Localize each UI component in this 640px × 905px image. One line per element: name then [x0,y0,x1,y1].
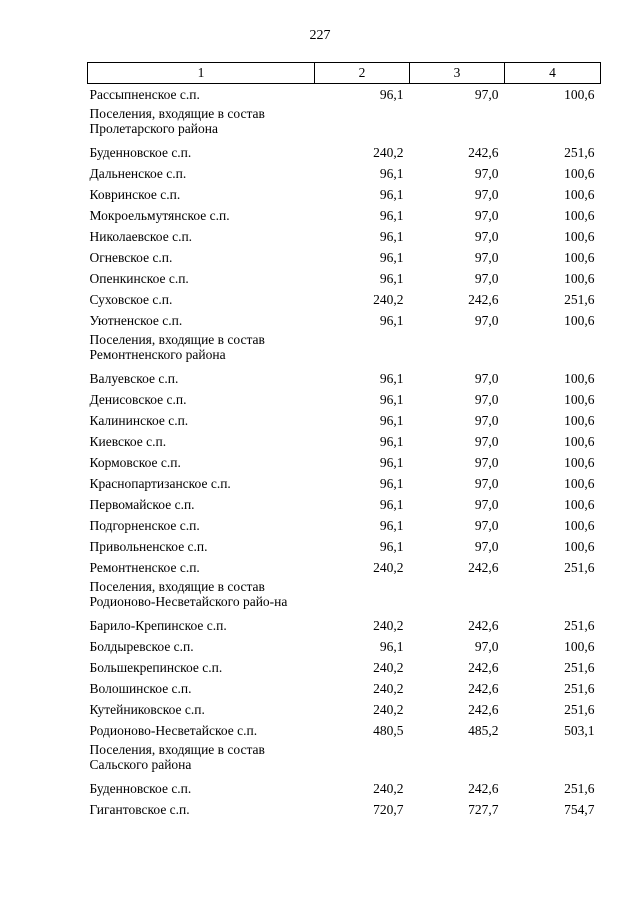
settlement-name: Валуевское с.п. [89,371,179,386]
section-heading: Поселения, входящие в состав Пролетарского района [89,106,265,136]
settlement-name: Подгорненское с.п. [89,518,200,533]
table-row [88,268,601,289]
value-col-4: 100,6 [564,434,595,449]
empty-cell [315,741,410,778]
value-col-4: 100,6 [564,392,595,407]
settlement-name: Кормовское с.п. [89,455,181,470]
settlement-name: Мокроельмутянское с.п. [89,208,230,223]
table-row [88,389,601,410]
value-col-3: 97,0 [474,413,499,428]
table-row [88,226,601,247]
value-col-3: 242,6 [468,145,499,160]
value-col-3: 97,0 [474,208,499,223]
settlement-name: Ковринское с.п. [89,187,181,202]
value-col-2: 96,1 [379,250,404,265]
value-col-2: 96,1 [379,271,404,286]
section-heading: Поселения, входящие в состав Ремонтненского района [89,332,265,362]
value-col-2: 96,1 [379,434,404,449]
settlement-name: Уютненское с.п. [89,313,183,328]
settlement-name: Огневское с.п. [89,250,173,265]
value-col-2: 240,2 [373,618,404,633]
table-row [88,515,601,536]
value-col-4: 100,6 [564,476,595,491]
value-col-4: 100,6 [564,208,595,223]
value-col-4: 100,6 [564,413,595,428]
value-col-4: 100,6 [564,371,595,386]
settlement-name: Родионово-Несветайское с.п. [89,723,258,738]
header-col-2: 2 [315,63,410,84]
table-row [88,289,601,310]
value-col-2: 96,1 [379,166,404,181]
settlement-name: Суховское с.п. [89,292,173,307]
value-col-3: 97,0 [474,455,499,470]
value-col-2: 240,2 [373,660,404,675]
section-heading-row [88,741,601,778]
empty-cell [315,331,410,368]
settlements-table [87,62,601,820]
section-heading-row [88,105,601,142]
value-col-2: 240,2 [373,681,404,696]
value-col-3: 242,6 [468,660,499,675]
value-col-4: 100,6 [564,187,595,202]
settlement-name: Волошинское с.п. [89,681,192,696]
value-col-2: 96,1 [379,87,404,102]
table-row [88,494,601,515]
settlement-name: Болдыревское с.п. [89,639,194,654]
section-heading-row [88,331,601,368]
value-col-3: 97,0 [474,434,499,449]
settlement-name: Дальненское с.п. [89,166,187,181]
value-col-2: 96,1 [379,639,404,654]
empty-cell [505,331,601,368]
settlement-name: Денисовское с.п. [89,392,187,407]
table-row [88,473,601,494]
value-col-3: 97,0 [474,166,499,181]
header-row [88,63,601,84]
value-col-3: 242,6 [468,681,499,696]
table-row [88,247,601,268]
value-col-4: 251,6 [564,781,595,796]
value-col-3: 97,0 [474,371,499,386]
value-col-4: 100,6 [564,639,595,654]
table-row [88,84,601,106]
table-header [88,63,601,84]
value-col-3: 242,6 [468,781,499,796]
table-row [88,184,601,205]
settlement-name: Буденновское с.п. [89,781,192,796]
table-row [88,310,601,331]
settlement-name: Кутейниковское с.п. [89,702,205,717]
value-col-3: 97,0 [474,476,499,491]
value-col-2: 240,2 [373,781,404,796]
section-heading-row [88,578,601,615]
value-col-4: 251,6 [564,660,595,675]
table-row [88,678,601,699]
value-col-4: 251,6 [564,145,595,160]
empty-cell [410,331,505,368]
settlement-name: Большекрепинское с.п. [89,660,223,675]
value-col-3: 485,2 [468,723,499,738]
value-col-2: 96,1 [379,518,404,533]
value-col-2: 720,7 [373,802,404,817]
value-col-2: 96,1 [379,497,404,512]
empty-cell [410,578,505,615]
settlement-name: Буденновское с.п. [89,145,192,160]
table-row [88,163,601,184]
value-col-3: 97,0 [474,497,499,512]
table-row [88,142,601,163]
settlement-name: Привольненское с.п. [89,539,208,554]
value-col-3: 242,6 [468,560,499,575]
empty-cell [315,578,410,615]
table-row [88,205,601,226]
table-row [88,636,601,657]
value-col-3: 97,0 [474,271,499,286]
value-col-4: 100,6 [564,250,595,265]
settlement-name: Ремонтненское с.п. [89,560,200,575]
value-col-4: 100,6 [564,539,595,554]
settlement-name: Барило-Крепинское с.п. [89,618,227,633]
settlement-name: Калининское с.п. [89,413,189,428]
empty-cell [315,105,410,142]
value-col-3: 97,0 [474,518,499,533]
value-col-3: 242,6 [468,702,499,717]
value-col-3: 97,0 [474,392,499,407]
value-col-2: 96,1 [379,187,404,202]
section-heading: Поселения, входящие в состав Сальского района [89,742,265,772]
value-col-2: 240,2 [373,292,404,307]
table-row [88,720,601,741]
value-col-2: 96,1 [379,208,404,223]
table-row [88,657,601,678]
table-row [88,778,601,799]
empty-cell [410,105,505,142]
table-row [88,368,601,389]
value-col-3: 727,7 [468,802,499,817]
settlement-name: Опенкинское с.п. [89,271,189,286]
table-row [88,699,601,720]
value-col-2: 480,5 [373,723,404,738]
value-col-2: 96,1 [379,413,404,428]
header-col-4: 4 [505,63,601,84]
value-col-3: 97,0 [474,187,499,202]
value-col-3: 97,0 [474,639,499,654]
empty-cell [505,741,601,778]
header-col-3: 3 [410,63,505,84]
value-col-2: 96,1 [379,313,404,328]
table-row [88,799,601,820]
value-col-3: 97,0 [474,229,499,244]
value-col-2: 96,1 [379,455,404,470]
value-col-4: 100,6 [564,166,595,181]
value-col-4: 251,6 [564,560,595,575]
value-col-4: 100,6 [564,313,595,328]
settlement-name: Гигантовское с.п. [89,802,190,817]
value-col-4: 754,7 [564,802,595,817]
empty-cell [505,105,601,142]
value-col-3: 242,6 [468,292,499,307]
settlement-name: Николаевское с.п. [89,229,193,244]
value-col-4: 100,6 [564,229,595,244]
value-col-3: 97,0 [474,313,499,328]
value-col-3: 242,6 [468,618,499,633]
settlement-name: Первомайское с.п. [89,497,195,512]
value-col-4: 251,6 [564,681,595,696]
settlement-name: Рассыпненское с.п. [89,87,200,102]
value-col-4: 100,6 [564,497,595,512]
value-col-2: 240,2 [373,560,404,575]
value-col-3: 97,0 [474,539,499,554]
page-number: 227 [309,28,331,43]
settlement-name: Краснопартизанское с.п. [89,476,231,491]
empty-cell [505,578,601,615]
value-col-4: 251,6 [564,702,595,717]
table-row [88,410,601,431]
table-body [88,84,601,821]
value-col-2: 96,1 [379,539,404,554]
empty-cell [410,741,505,778]
table-row [88,557,601,578]
value-col-2: 96,1 [379,392,404,407]
value-col-4: 100,6 [564,271,595,286]
value-col-4: 251,6 [564,292,595,307]
value-col-2: 240,2 [373,145,404,160]
value-col-3: 97,0 [474,87,499,102]
value-col-2: 96,1 [379,476,404,491]
table-row [88,431,601,452]
value-col-2: 240,2 [373,702,404,717]
value-col-2: 96,1 [379,229,404,244]
header-col-1: 1 [88,63,315,84]
value-col-4: 100,6 [564,455,595,470]
value-col-4: 100,6 [564,87,595,102]
table-row [88,615,601,636]
section-heading: Поселения, входящие в состав Родионово-Несветайского райо-на [89,579,288,609]
value-col-4: 503,1 [564,723,595,738]
settlement-name: Киевское с.п. [89,434,167,449]
table-row [88,452,601,473]
value-col-2: 96,1 [379,371,404,386]
value-col-4: 251,6 [564,618,595,633]
value-col-3: 97,0 [474,250,499,265]
table-row [88,536,601,557]
value-col-4: 100,6 [564,518,595,533]
